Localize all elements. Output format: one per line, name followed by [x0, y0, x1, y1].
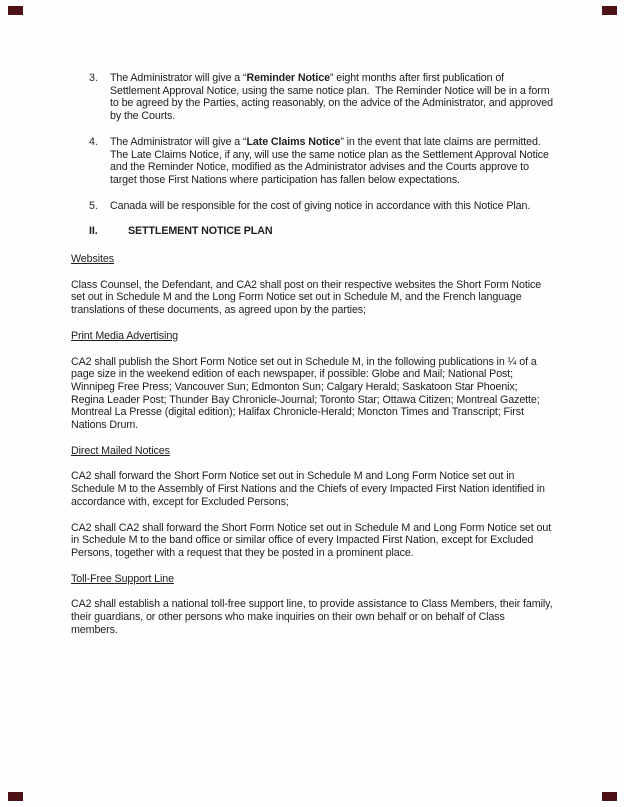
section-print-media-advertising — [71, 330, 553, 432]
section-toll-free-support-line — [71, 572, 556, 637]
paragraph: CA2 shall publish the Short Form Notice set out in Schedule M, in the following publications in ¼ of a page size in the weekend edition of each newspaper, if possible: Globe and Mail; National Post; Winnipeg Free Press; Vancouver Sun; Edmonton Sun; Calgary Herald; Saskatoon Star Phoenix; Regina Leader Post; Thunder Bay Chronicle-Journal; Toronto Star; Ottawa Citizen; Montreal Gazette; Montreal La Presse (digital edition); Halifax Chronicle-Herald; Moncton Times and Transcript; First Nations Drum. — [71, 355, 543, 432]
list-item-text: Canada will be responsible for the cost of giving notice in accordance with this Notice Plan. — [110, 199, 531, 212]
corner-mark — [8, 6, 23, 15]
paragraph: Class Counsel, the Defendant, and CA2 shall post on their respective websites the Short Form Notice set out in Schedule M and the Long Form Notice set out in Schedule M, and the French language translations of these documents, as agreed upon by the parties; — [71, 278, 544, 317]
corner-mark — [602, 792, 617, 801]
subsection-heading: Direct Mailed Notices — [71, 444, 170, 457]
subsection-heading: Websites — [71, 253, 114, 266]
paragraph: CA2 shall establish a national toll-free support line, to provide assistance to Class Members, their family, their guardians, or other persons who make inquiries on their own behalf or on behalf of Class members. — [71, 598, 556, 636]
list-item-text: The Administrator will give a “Reminder Notice” eight months after first publication of Settlement Approval Notice, using the same notice plan. The Reminder Notice will be in a form to be agreed by the Parties, acting reasonably, on the advice of the Administrator, and approved by the Courts. — [110, 72, 556, 123]
corner-mark — [602, 6, 617, 15]
section-heading — [71, 225, 553, 238]
list-item-number: 5. — [89, 199, 98, 212]
list-item-5 — [71, 200, 553, 213]
section-direct-mailed-notices — [71, 445, 553, 560]
section-heading-number: II. — [89, 225, 98, 238]
list-item-4 — [71, 136, 553, 187]
list-item-number: 4. — [89, 135, 98, 148]
subsection-heading: Toll-Free Support Line — [71, 572, 174, 585]
list-item-number: 3. — [89, 72, 98, 84]
list-item-3 — [71, 72, 556, 123]
section-websites — [71, 253, 553, 317]
paragraph: CA2 shall CA2 shall forward the Short Form Notice set out in Schedule M and Long Form Notice set out in Schedule M to the band office or similar office of every Impacted First Nation, except for Excluded Persons, together with a request that they be posted in a prominent place. — [71, 521, 554, 559]
paragraph: CA2 shall forward the Short Form Notice set out in Schedule M and Long Form Notice set out in Schedule M to the Assembly of First Nations and the Chiefs of every Impacted First Nation identified in accordance with, except for Excluded Persons; — [71, 470, 548, 508]
corner-mark — [8, 792, 23, 801]
document-content — [71, 72, 556, 650]
list-item-text: The Administrator will give a “Late Claims Notice” in the event that late claims are permitted. The Late Claims Notice, if any, will use the same notice plan as the Settlement Approval Notice and the Reminder Notice, modified as the Administrator advises and the Courts approve to target those First Nations where participation has fallen below expectations. — [110, 135, 552, 186]
section-heading-title: SETTLEMENT NOTICE PLAN — [128, 225, 273, 238]
subsection-heading: Print Media Advertising — [71, 329, 179, 342]
